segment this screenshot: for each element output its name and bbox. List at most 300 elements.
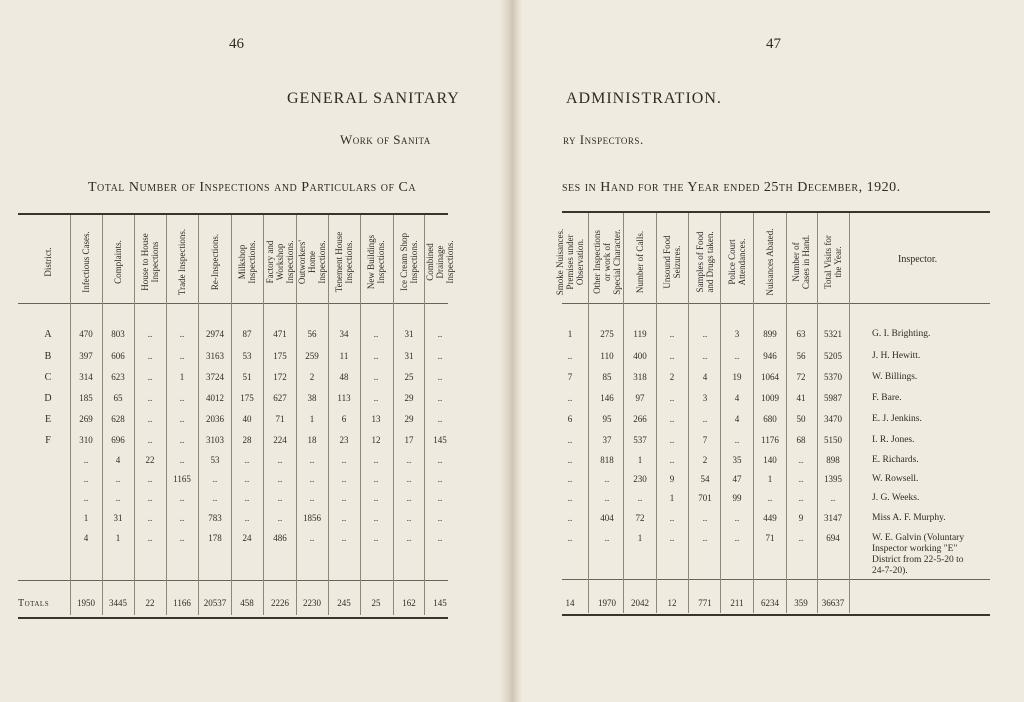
table-cell: 5321: [824, 329, 842, 339]
table-cell: 783: [208, 513, 222, 523]
table-cell: 29: [404, 393, 414, 403]
column-header: [336, 218, 352, 306]
table-cell: 56: [796, 351, 806, 361]
table-cell: 51: [242, 372, 252, 382]
column-header-label: Trade Inspections.: [177, 228, 187, 296]
table-cell: 110: [600, 351, 614, 361]
table-cell: ..: [83, 455, 89, 465]
table-title-right: ses in Hand for the Year ended 25th December, 1920.: [562, 180, 901, 195]
heading-left: GENERAL SANITARY: [287, 90, 460, 107]
table-cell: ..: [798, 493, 804, 503]
totals-cell: 1970: [598, 598, 616, 608]
column-header: [762, 218, 778, 306]
column-header: [697, 218, 713, 306]
table-cell: 38: [307, 393, 317, 403]
row-district: C: [44, 372, 52, 383]
table-cell: 29: [404, 414, 414, 424]
table-cell: ..: [147, 474, 153, 484]
table-cell: 140: [763, 455, 777, 465]
row-inspector: G. I. Brighting.: [872, 329, 931, 339]
table-cell: 25: [404, 372, 414, 382]
table-cell: 11: [339, 351, 349, 361]
totals-rule-right: [562, 579, 990, 580]
table-cell: 946: [763, 351, 777, 361]
table-cell: ..: [767, 493, 773, 503]
table-cell: 119: [633, 329, 647, 339]
table-cell: 54: [700, 474, 710, 484]
table-cell: 85: [602, 372, 612, 382]
table-cell: 3: [734, 329, 740, 339]
column-header: [632, 218, 648, 306]
table-cell: ..: [437, 533, 443, 543]
table-cell: 95: [602, 414, 612, 424]
table-cell: ..: [147, 351, 153, 361]
table-cell: 4012: [206, 393, 224, 403]
table-cell: ..: [669, 414, 675, 424]
table-cell: ..: [212, 474, 218, 484]
row-inspector: F. Bare.: [872, 393, 902, 403]
table-cell: 7: [567, 372, 573, 382]
table-cell: ..: [309, 533, 315, 543]
table-cell: 97: [635, 393, 645, 403]
column-header: [78, 218, 94, 306]
row-inspector: E. Richards.: [872, 455, 919, 465]
totals-cell: 36637: [821, 598, 845, 608]
table-cell: 19: [732, 372, 742, 382]
table-cell: 3163: [206, 351, 224, 361]
table-cell: 175: [240, 393, 254, 403]
table-cell: ..: [147, 329, 153, 339]
table-cell: 803: [111, 329, 125, 339]
table-cell: 72: [635, 513, 645, 523]
column-header: [265, 218, 295, 306]
table-cell: ..: [567, 435, 573, 445]
table-cell: 269: [79, 414, 93, 424]
table-cell: 178: [208, 533, 222, 543]
table-cell: ..: [567, 351, 573, 361]
table-cell: 48: [339, 372, 349, 382]
column-header-label: Number of Cases in Hand.: [791, 234, 811, 290]
table-cell: ..: [373, 329, 379, 339]
table-cell: 4: [702, 372, 708, 382]
column-header-label: Other Inspections or work of Special Character.: [592, 229, 622, 295]
table-cell: 1: [637, 455, 643, 465]
table-cell: 3147: [824, 513, 842, 523]
table-cell: ..: [147, 493, 153, 503]
table-cell: ..: [406, 455, 412, 465]
table-cell: ..: [341, 493, 347, 503]
table-cell: 266: [633, 414, 647, 424]
table-cell: ..: [147, 393, 153, 403]
table-cell: ..: [567, 474, 573, 484]
table-cell: 145: [433, 435, 447, 445]
table-cell: ..: [567, 393, 573, 403]
table-cell: 146: [600, 393, 614, 403]
table-cell: ..: [798, 474, 804, 484]
totals-cell: 20537: [203, 598, 227, 608]
table-cell: ..: [373, 513, 379, 523]
table-cell: ..: [341, 455, 347, 465]
column-header-label: Combined Drainage Inspections.: [425, 240, 455, 284]
table-cell: ..: [179, 513, 185, 523]
totals-cell: 145: [433, 598, 447, 608]
table-cell: 9: [669, 474, 675, 484]
page-number-left: 46: [229, 36, 244, 52]
column-header: [110, 218, 126, 306]
table-cell: ..: [115, 493, 121, 503]
table-cell: 696: [111, 435, 125, 445]
table-cell: ..: [147, 414, 153, 424]
table-cell: ..: [437, 474, 443, 484]
table-cell: ..: [277, 513, 283, 523]
table-cell: 1064: [761, 372, 779, 382]
table-cell: 18: [307, 435, 317, 445]
table-cell: 5150: [824, 435, 842, 445]
table-cell: 47: [732, 474, 742, 484]
table-cell: ..: [179, 493, 185, 503]
column-header-label: Infectious Cases.: [81, 231, 91, 293]
table-cell: 37: [602, 435, 612, 445]
column-divider: [849, 213, 850, 613]
table-cell: 53: [210, 455, 220, 465]
table-cell: 22: [145, 455, 155, 465]
table-cell: 71: [275, 414, 285, 424]
table-cell: ..: [147, 533, 153, 543]
column-header: [368, 218, 384, 306]
totals-cell: 2230: [303, 598, 321, 608]
table-cell: 623: [111, 372, 125, 382]
table-cell: ..: [373, 455, 379, 465]
column-header-label: Milkshop Inspections.: [237, 240, 257, 284]
row-inspector: Miss A. F. Murphy.: [872, 513, 946, 523]
column-divider: [720, 213, 721, 613]
table-cell: 23: [339, 435, 349, 445]
table-cell: ..: [147, 372, 153, 382]
totals-cell: 245: [337, 598, 351, 608]
table-title-left: Total Number of Inspections and Particulars of Ca: [88, 180, 417, 195]
table-cell: 1009: [761, 393, 779, 403]
table-cell: 1: [567, 329, 573, 339]
table-cell: 6: [567, 414, 573, 424]
table-cell: 6: [341, 414, 347, 424]
table-cell: ..: [669, 351, 675, 361]
table-cell: 7: [702, 435, 708, 445]
column-header-label: District.: [43, 247, 53, 277]
row-inspector: W. E. Galvin (Voluntary Inspector working "E" District from 22-5-20 to 24-7-20).: [872, 533, 965, 576]
column-header: [142, 218, 158, 306]
column-header-label: Total Visits for the Year.: [823, 235, 843, 289]
table-cell: ..: [373, 393, 379, 403]
table-cell: 5987: [824, 393, 842, 403]
column-header: [207, 218, 223, 306]
page-number-right: 47: [766, 36, 781, 52]
table-cell: ..: [437, 513, 443, 523]
column-header-label: New Buildings Inspections.: [366, 234, 386, 290]
table-cell: 818: [600, 455, 614, 465]
column-header: [729, 218, 745, 306]
totals-cell: 458: [240, 598, 254, 608]
column-header-label: House to House Inspections: [140, 233, 160, 291]
table-cell: 71: [765, 533, 775, 543]
heading-right: ADMINISTRATION.: [566, 90, 722, 107]
column-header-label: Number of Calls.: [635, 230, 645, 294]
table-cell: ..: [406, 533, 412, 543]
totals-cell: 3445: [109, 598, 127, 608]
table-cell: ..: [373, 474, 379, 484]
column-divider: [753, 213, 754, 613]
table-cell: ..: [406, 493, 412, 503]
table-cell: 259: [305, 351, 319, 361]
column-divider: [786, 213, 787, 613]
subheading-left: Work of Sanita: [340, 132, 431, 147]
table-cell: 72: [796, 372, 806, 382]
table-cell: ..: [437, 329, 443, 339]
table-cell: 63: [796, 329, 806, 339]
table-cell: 35: [732, 455, 742, 465]
column-divider: [263, 215, 264, 615]
table-cell: 230: [633, 474, 647, 484]
column-divider: [656, 213, 657, 613]
table-cell: ..: [373, 372, 379, 382]
table-cell: 113: [337, 393, 351, 403]
table-cell: ..: [567, 455, 573, 465]
totals-cell: 359: [794, 598, 808, 608]
table-cell: ..: [341, 474, 347, 484]
table-cell: 606: [111, 351, 125, 361]
totals-cell: 771: [698, 598, 712, 608]
table-cell: ..: [83, 474, 89, 484]
table-cell: ..: [798, 533, 804, 543]
totals-cell: 1166: [173, 598, 191, 608]
bottom-rule-left: [18, 617, 448, 619]
totals-cell: 2042: [631, 598, 649, 608]
table-cell: ..: [567, 533, 573, 543]
table-cell: ..: [637, 493, 643, 503]
table-cell: 2036: [206, 414, 224, 424]
table-cell: 899: [763, 329, 777, 339]
table-cell: 2: [669, 372, 675, 382]
table-cell: 53: [242, 351, 252, 361]
totals-cell: 14: [565, 598, 575, 608]
table-cell: 470: [79, 329, 93, 339]
table-cell: 99: [732, 493, 742, 503]
column-header: [174, 218, 190, 306]
column-header: [664, 218, 680, 306]
table-cell: ..: [830, 493, 836, 503]
column-header-label: Samples of Food and Drugs taken.: [695, 231, 715, 293]
table-cell: 275: [600, 329, 614, 339]
column-header: [425, 218, 455, 306]
table-cell: ..: [604, 474, 610, 484]
table-cell: 1: [179, 372, 185, 382]
table-cell: ..: [437, 372, 443, 382]
table-cell: 185: [79, 393, 93, 403]
table-cell: ..: [179, 455, 185, 465]
table-cell: 34: [339, 329, 349, 339]
totals-label: Totals: [18, 598, 50, 609]
table-cell: 1395: [824, 474, 842, 484]
subheading-right: ry Inspectors.: [563, 132, 644, 147]
table-cell: ..: [702, 351, 708, 361]
column-divider: [623, 213, 624, 613]
table-cell: 471: [273, 329, 287, 339]
table-cell: 400: [633, 351, 647, 361]
table-cell: ..: [277, 493, 283, 503]
table-cell: ..: [567, 493, 573, 503]
table-cell: 1: [767, 474, 773, 484]
column-header-label: Factory and Workshop Inspections.: [265, 240, 295, 284]
table-cell: 13: [371, 414, 381, 424]
table-cell: ..: [669, 533, 675, 543]
column-header-inspector: Inspector.: [898, 254, 938, 265]
table-cell: ..: [179, 393, 185, 403]
table-cell: ..: [406, 474, 412, 484]
table-cell: 31: [404, 329, 414, 339]
table-cell: 314: [79, 372, 93, 382]
table-cell: ..: [341, 513, 347, 523]
table-cell: 2: [702, 455, 708, 465]
table-cell: 1176: [761, 435, 779, 445]
book-gutter: [500, 0, 522, 702]
row-district: E: [44, 414, 52, 425]
table-cell: 4: [83, 533, 89, 543]
column-header-label: Unsound Food Seizures.: [662, 235, 682, 289]
table-cell: ..: [437, 393, 443, 403]
table-cell: 627: [273, 393, 287, 403]
table-cell: ..: [669, 393, 675, 403]
table-cell: 537: [633, 435, 647, 445]
table-cell: 224: [273, 435, 287, 445]
table-cell: 28: [242, 435, 252, 445]
table-cell: 628: [111, 414, 125, 424]
table-cell: 5205: [824, 351, 842, 361]
row-inspector: J. H. Hewitt.: [872, 351, 921, 361]
column-header-label: Outworkers' Home Inspections.: [297, 239, 327, 285]
table-cell: 9: [798, 513, 804, 523]
table-cell: ..: [669, 513, 675, 523]
table-cell: 397: [79, 351, 93, 361]
totals-cell: 1950: [77, 598, 95, 608]
table-cell: ..: [373, 533, 379, 543]
table-cell: 17: [404, 435, 414, 445]
table-cell: ..: [373, 493, 379, 503]
table-cell: 680: [763, 414, 777, 424]
table-cell: ..: [702, 329, 708, 339]
top-rule-right: [562, 211, 990, 213]
table-cell: 12: [371, 435, 381, 445]
table-cell: ..: [277, 455, 283, 465]
table-cell: 486: [273, 533, 287, 543]
table-cell: ..: [437, 493, 443, 503]
table-cell: ..: [373, 351, 379, 361]
table-cell: 1: [309, 414, 315, 424]
column-header-label: Smoke Nuisances. Premises under Observation.: [555, 228, 585, 296]
row-district: F: [45, 435, 51, 446]
column-header: [401, 218, 417, 306]
table-cell: ..: [604, 493, 610, 503]
table-cell: 31: [404, 351, 414, 361]
table-cell: 50: [796, 414, 806, 424]
table-cell: 1: [115, 533, 121, 543]
column-divider: [817, 213, 818, 613]
table-cell: ..: [244, 474, 250, 484]
table-cell: 4: [734, 414, 740, 424]
table-cell: ..: [309, 455, 315, 465]
table-cell: 2974: [206, 329, 224, 339]
table-cell: ..: [179, 435, 185, 445]
column-header-label: Ice Cream Shop Inspections.: [399, 233, 419, 291]
table-cell: 87: [242, 329, 252, 339]
table-cell: ..: [115, 474, 121, 484]
table-cell: ..: [669, 435, 675, 445]
row-district: B: [44, 351, 52, 362]
column-divider: [688, 213, 689, 613]
table-cell: ..: [734, 435, 740, 445]
table-cell: ..: [147, 435, 153, 445]
table-cell: 1165: [173, 474, 191, 484]
row-inspector: W. Billings.: [872, 372, 918, 382]
table-cell: ..: [244, 513, 250, 523]
column-header-label: Police Court Attendances.: [727, 238, 747, 286]
table-cell: 3103: [206, 435, 224, 445]
table-cell: ..: [244, 493, 250, 503]
table-cell: ..: [341, 533, 347, 543]
table-cell: 1: [637, 533, 643, 543]
table-cell: 5370: [824, 372, 842, 382]
table-cell: 68: [796, 435, 806, 445]
table-cell: ..: [83, 493, 89, 503]
table-cell: 3724: [206, 372, 224, 382]
table-cell: ..: [734, 513, 740, 523]
totals-cell: 12: [667, 598, 677, 608]
table-cell: ..: [244, 455, 250, 465]
table-cell: 41: [796, 393, 806, 403]
table-cell: 1856: [303, 513, 321, 523]
table-cell: ..: [179, 414, 185, 424]
table-cell: 701: [698, 493, 712, 503]
table-cell: 318: [633, 372, 647, 382]
top-rule-left: [18, 213, 448, 215]
table-cell: ..: [179, 533, 185, 543]
totals-cell: 25: [371, 598, 381, 608]
table-cell: ..: [212, 493, 218, 503]
table-cell: ..: [734, 351, 740, 361]
table-cell: ..: [437, 351, 443, 361]
column-header: [40, 218, 56, 306]
table-cell: 65: [113, 393, 123, 403]
table-cell: ..: [309, 474, 315, 484]
table-cell: ..: [406, 513, 412, 523]
table-cell: 1: [669, 493, 675, 503]
column-header-label: Tenement House Inspections.: [334, 231, 354, 293]
row-district: A: [44, 329, 52, 340]
table-cell: 310: [79, 435, 93, 445]
table-cell: 40: [242, 414, 252, 424]
bottom-rule-right: [562, 614, 990, 616]
table-cell: 1: [83, 513, 89, 523]
column-header: [825, 218, 841, 306]
column-header: [555, 218, 585, 306]
table-cell: 56: [307, 329, 317, 339]
table-cell: ..: [277, 474, 283, 484]
table-cell: ..: [702, 513, 708, 523]
totals-cell: 211: [730, 598, 744, 608]
table-cell: 3470: [824, 414, 842, 424]
row-inspector: W. Rowsell.: [872, 474, 919, 484]
table-cell: ..: [567, 513, 573, 523]
table-cell: 172: [273, 372, 287, 382]
table-cell: ..: [437, 414, 443, 424]
